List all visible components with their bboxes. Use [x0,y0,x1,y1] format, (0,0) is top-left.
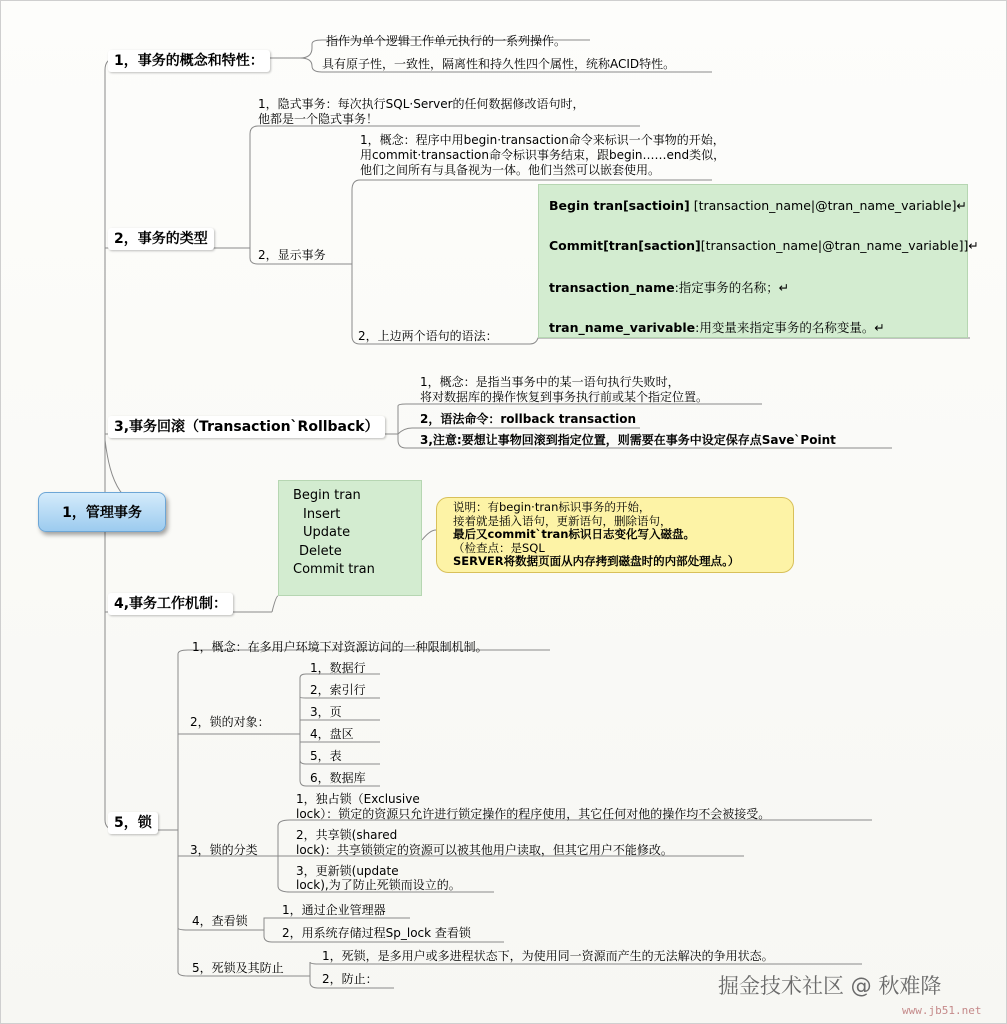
s2-syntax-label: 2，上边两个语句的语法： [358,329,498,343]
lock-update-line-1: 3，更新锁(update [296,864,399,878]
lock-object-extent: 4，盘区 [310,727,354,741]
note-line-5: SERVER将数据页面从内存拷到磁盘时的内部处理点。） [453,554,740,568]
node-transaction-mechanism[interactable]: 4,事务工作机制： [108,593,233,615]
code-box [278,480,422,596]
deadlock-definition: 1，死锁，是多用户或多进程状态下，为使用同一资源而产生的无法解决的争用状态。 [322,949,774,963]
syntax-tran-name-variable: tran_name_varivable:用变量来指定事务的名称变量。↵ [549,320,885,335]
lock-object-page: 3，页 [310,705,342,719]
s1-item-2: 具有原子性，一致性，隔离性和持久性四个属性，统称ACID特性。 [322,57,676,71]
note-line-2: 接着就是插入语句，更新语句，删除语句， [453,513,672,528]
node-transaction-rollback[interactable]: 3,事务回滚（Transaction`Rollback） [108,416,385,438]
s3-concept-line-2: 将对数据库的操作恢复到事务执行前或某个指定位置。 [420,390,709,404]
watermark-url: www.jb51.net [902,1004,982,1017]
lock-object-database: 6，数据库 [310,771,366,785]
syntax-box [538,184,979,338]
lock-object-index-row: 2，索引行 [310,683,366,697]
syntax-transaction-name: transaction_name:指定事务的名称；↵ [549,280,790,295]
watermark: 掘金技术社区 @ 秋难降 [718,974,942,998]
root-node[interactable]: 1，管理事务 [38,492,166,532]
lock-object-table: 5，表 [310,749,342,763]
s3-command: 2，语法命令：rollback transaction [420,412,636,426]
s3-concept-line-1: 1，概念：是指当事务中的某一语句执行失败时， [420,375,680,389]
syntax-begin: Begin tran[sactioin] [transaction_name|@tran_name_variable]↵ [549,198,967,213]
node-locks[interactable]: 5，锁 [108,812,158,834]
note-line-4: （检查点：是SQL [453,540,545,555]
s5-deadlock-label[interactable]: 5，死锁及其防止 [192,961,284,975]
s3-note: 3,注意:要想让事物回滚到指定位置，则需要在事务中设定保存点Save`Point [420,433,836,447]
deadlock-prevention: 2，防止： [322,972,378,986]
lock-object-row: 1，数据行 [310,661,366,675]
lock-shared-line-2: lock)：共享锁锁定的资源可以被其他用户读取，但其它用户不能修改。 [296,843,673,857]
s2-implicit-line-1: 1，隐式事务：每次执行SQL·Server的任何数据修改语句时， [258,97,585,111]
s5-concept: 1，概念：在多用户环境下对资源访问的一种限制机制。 [192,640,488,654]
node-transaction-concept[interactable]: 1，事务的概念和特性： [108,50,270,72]
s5-objects-label[interactable]: 2，锁的对象： [190,715,270,729]
code-line-commit: Commit tran [293,562,375,577]
s2-concept-line-1: 1，概念：程序中用begin·transaction命令来标识一个事物的开始， [360,133,725,147]
s2-implicit-line-2: 他都是一个隐式事务！ [258,112,379,126]
note-line-1: 说明：有begin·tran标识事务的开始， [453,500,651,514]
s2-concept-line-3: 他们之间所有与具备视为一体。他们当然可以嵌套使用。 [360,163,661,177]
view-lock-sp-lock: 2，用系统存储过程Sp_lock 查看锁 [282,926,471,940]
lock-exclusive-line-2: lock）：锁定的资源只允许进行锁定操作的程序使用，其它任何对他的操作均不会被接受。 [296,807,771,821]
code-line-delete: Delete [299,543,342,559]
explanation-note [436,497,794,573]
lock-shared-line-1: 2，共享锁(shared [296,828,398,842]
s5-types-label[interactable]: 3，锁的分类 [190,843,258,857]
s2-concept-line-2: 用commit·transaction命令标识事务结束，跟begin……end类似， [360,148,726,162]
code-line-begin: Begin tran [293,488,361,503]
s1-item-1: 指作为单个逻辑工作单元执行的一系列操作。 [326,34,567,48]
code-line-update: Update [303,525,351,540]
syntax-commit: Commit[tran[saction][transaction_name|@tran_name_variable]]↵ [549,238,979,253]
node-transaction-types[interactable]: 2，事务的类型 [108,228,214,250]
note-line-3: 最后又commit`tran标识日志变化写入磁盘。 [453,527,695,541]
lock-exclusive-line-1: 1，独占锁（Exclusive [296,792,420,806]
lock-update-line-2: lock),为了防止死锁而设立的。 [296,878,461,892]
view-lock-manager: 1，通过企业管理器 [282,903,386,917]
s2-explicit[interactable]: 2，显示事务 [258,248,326,262]
s5-view-label[interactable]: 4，查看锁 [192,914,248,928]
code-line-insert: Insert [303,506,341,522]
